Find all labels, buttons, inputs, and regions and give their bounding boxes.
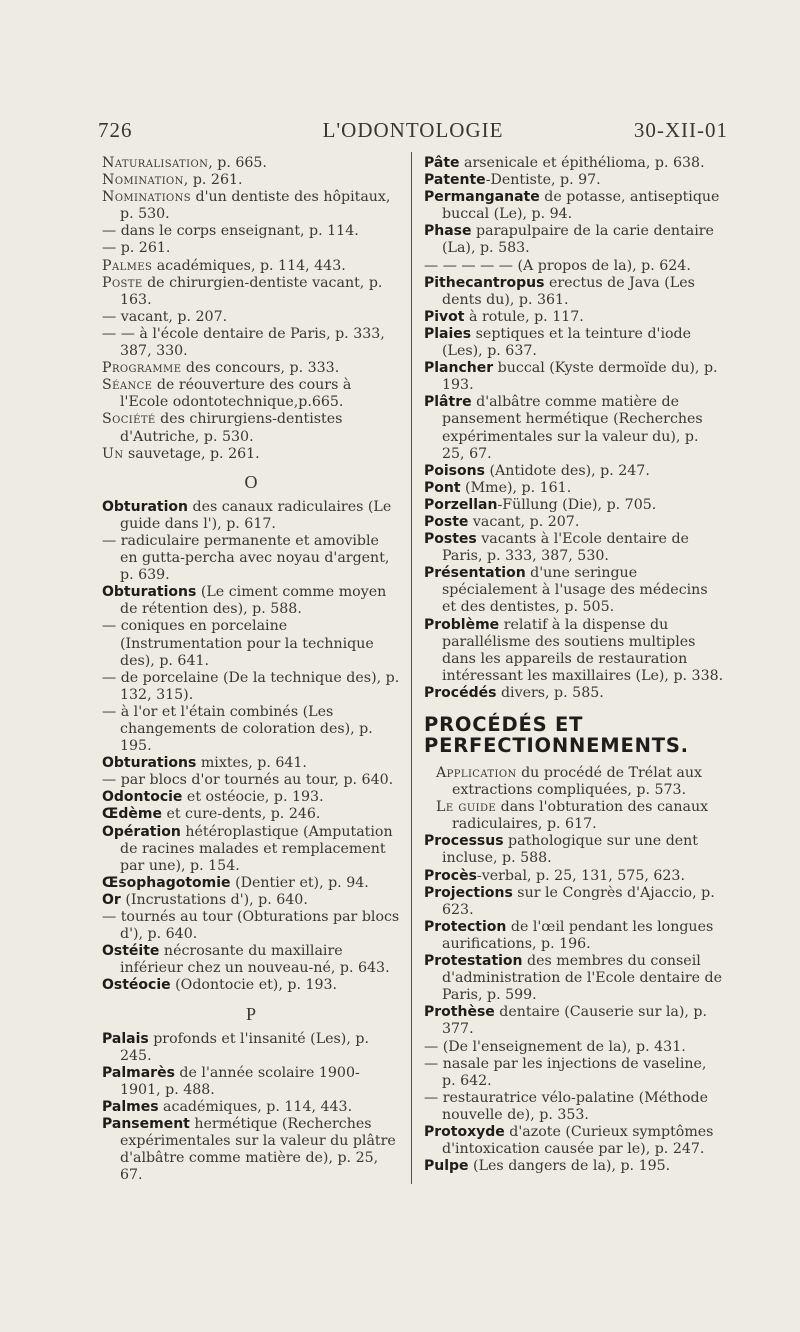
entry-keyword: Application [436,765,517,781]
entry-text: de réouverture des cours à l'Ecole odontotechnique,p.665. [120,377,352,411]
entry-text: hétéroplastique (Amputation de racines malades et remplacement par une), p. 154. [120,823,393,874]
index-entry [102,806,400,823]
entry-keyword: Pâte [424,155,460,171]
entry-text: erectus de Java (Les dents du), p. 361. [442,274,695,308]
entry-keyword: Obturation [102,498,189,515]
entry-keyword: Poisons [424,462,485,479]
entry-keyword: Permanganate [424,189,540,206]
entry-keyword: Le guide [436,799,497,816]
entry-text: — de porcelaine (De la technique des), p. 132, 315). [102,669,400,703]
index-entry [424,497,724,514]
entry-keyword: Opération [102,823,181,840]
index-entry [102,977,400,994]
entry-keyword: Pithecantropus [424,274,545,291]
entry-text: du procédé de Trélat aux extractions compliquées, p. 573. [452,765,703,799]
index-entry [102,533,400,584]
index-entry [424,565,724,616]
entry-text: (Les dangers de la), p. 195. [468,1158,671,1175]
entry-text: de l'année scolaire 1900-1901, p. 488. [120,1064,360,1098]
entry-text: des concours, p. 333. [181,360,340,377]
index-entry [424,1056,724,1090]
page-number: 726 [98,118,133,142]
index-entry [102,1116,400,1184]
entry-keyword: Œdème [102,806,162,823]
right-column [424,155,724,1175]
section-letter: P [245,1003,256,1024]
entry-text: d'un dentiste des hôpitaux, p. 530. [120,189,391,223]
entry-keyword: Procès [424,867,477,884]
entry-text: — à l'or et l'étain combinés (Les changements de coloration des), p. 195. [102,703,373,755]
entry-keyword: Porzellan [424,496,498,513]
entry-keyword: Problème [424,616,500,633]
index-entry [102,943,400,977]
index-entry [424,172,724,189]
entry-text: — radiculaire permanente et amovible en gutta-percha avec noyau d'argent, p. 639. [102,532,390,584]
entry-keyword: Projections [424,884,513,901]
entry-text: (Le ciment comme moyen de rétention des), p. 588. [120,584,387,618]
index-entry [102,377,400,411]
entry-text: de l'œil pendant les longues aurifications, p. 196. [442,918,714,952]
entry-text: divers, p. 585. [496,684,604,701]
entry-text: (Dentier et), p. 94. [230,874,369,891]
index-entry [102,670,400,704]
entry-keyword: Pivot [424,308,465,325]
entry-keyword: Plaies [424,325,472,342]
index-entry [102,309,400,326]
entry-keyword: Palais [102,1030,149,1047]
index-entry [102,584,400,618]
index-entry [424,480,724,497]
entry-text: dentaire (Causerie sur la), p. 377. [442,1004,708,1038]
entry-keyword: Poste [102,274,143,291]
index-entry [424,394,724,462]
index-entry [424,326,724,360]
index-entry [102,155,400,172]
entry-keyword: Procédés [424,684,497,701]
entry-text: — — — — — (A propos de la), p. 624. [424,257,691,274]
entry-text: — — à l'école dentaire de Paris, p. 333, 387, 330. [102,325,385,360]
entry-text: de chirurgien-dentiste vacant, p. 163. [120,274,383,308]
index-entry [424,1158,724,1175]
index-entry [424,833,724,867]
index-entry [102,875,400,892]
entry-text: profonds et l'insanité (Les), p. 245. [120,1030,369,1064]
entry-keyword: Or [102,891,121,908]
entry-keyword: Poste [424,513,469,530]
index-entry [102,1099,400,1116]
index-entry [424,531,724,565]
entry-text: et ostéocie, p. 193. [182,789,324,806]
index-entry [102,499,400,533]
entry-text: — par blocs d'or tournés au tour, p. 640. [102,772,394,789]
entry-text: de potasse, antiseptique buccal (Le), p. 94. [442,189,720,223]
index-entry [102,275,400,309]
entry-keyword: Nomination [102,172,184,189]
column-divider [411,152,412,1184]
entry-keyword: Protestation [424,953,523,970]
entry-text: — coniques en porcelaine (Instrumentation pour la technique des), p. 641. [102,618,374,669]
entry-keyword: Obturations [102,584,197,601]
entry-text: (Odontocie et), p. 193. [170,977,338,994]
entry-keyword: Palmes [102,257,153,274]
entry-keyword: Palmes [102,1098,159,1115]
index-entry [424,155,724,172]
index-entry [102,755,400,772]
entry-keyword: Pansement [102,1116,190,1133]
entry-text: hermétique (Recherches expérimentales sur la valeur du plâtre d'albâtre comme matière de), p. 25, 67. [120,1116,396,1184]
running-header [98,118,728,146]
entry-keyword: Présentation [424,565,526,582]
entry-keyword: Processus [424,833,504,850]
index-entry [424,1004,724,1038]
entry-text: septiques et la teinture d'iode (Les), p. 637. [442,325,692,360]
entry-keyword: Prothèse [424,1004,495,1021]
index-entry [424,275,724,309]
index-entry [102,892,400,909]
entry-keyword: Pulpe [424,1158,469,1175]
entry-keyword: Patente [424,172,486,189]
entry-text: , p. 665. [208,155,267,171]
index-entry [102,704,400,755]
entry-text: -Dentiste, p. 97. [485,172,601,189]
entry-text: à rotule, p. 117. [464,308,584,325]
index-entry [102,223,400,240]
entry-text: (Mme), p. 161. [460,479,572,496]
entry-text: d'albâtre comme matière de pansement hermétique (Recherches expérimentales sur la valeur du), p. 25, 67. [442,394,703,462]
entry-text: académiques, p. 114, 443. [158,1098,353,1115]
entry-keyword: Société [102,411,156,428]
index-entry [424,1124,724,1158]
entry-text: relatif à la dispense du parallélisme des soutiens multiples dans les appareils de restauration intéressant les maxillaires (Le), p. 338. [442,616,724,684]
entry-text: -Füllung (Die), p. 705. [497,496,657,513]
index-entry [102,446,400,463]
index-entry [102,1065,400,1099]
entry-text: nécrosante du maxillaire inférieur chez un nouveau-né, p. 643. [120,943,390,977]
entry-keyword: Nominations [102,189,192,206]
index-entry [424,514,724,531]
index-entry [424,309,724,326]
entry-keyword: Séance [102,377,153,394]
index-entry [424,685,724,702]
index-entry [102,411,400,445]
index-entry [424,885,724,919]
entry-text: — tournés au tour (Obturations par blocs d'), p. 640. [102,909,400,943]
entry-text: — vacant, p. 207. [102,308,228,325]
entry-keyword: Pont [424,479,461,496]
entry-text: des membres du conseil d'administration de l'Ecole dentaire de Paris, p. 599. [442,953,723,1004]
index-entry [424,1090,724,1124]
entry-keyword: Protoxyde [424,1123,505,1140]
entry-text: sauvetage, p. 261. [123,445,260,462]
index-entry [424,223,724,257]
index-entry [102,772,400,789]
section-heading: PROCÉDÉS ET PERFECTIONNEMENTS. [424,713,689,757]
entry-text: buccal (Kyste dermoïde du), p. 193. [442,360,718,394]
entry-text: et cure-dents, p. 246. [161,806,321,823]
entry-text: vacants à l'Ecole dentaire de Paris, p. 333, 387, 530. [442,531,689,565]
entry-text: (Antidote des), p. 247. [484,462,650,479]
entry-text: — (De l'enseignement de la), p. 431. [424,1038,686,1055]
index-entry [102,258,400,275]
entry-text: sur le Congrès d'Ajaccio, p. 623. [442,884,715,918]
index-entry [102,1031,400,1065]
entry-text: (Incrustations d'), p. 640. [120,891,308,908]
index-entry [424,463,724,480]
entry-keyword: Obturations [102,755,197,772]
entry-keyword: Plancher [424,360,494,377]
entry-text: d'azote (Curieux symptômes d'intoxication causée par le), p. 247. [442,1123,714,1158]
index-entry [424,258,724,275]
entry-keyword: Programme [102,360,182,377]
index-entry [424,919,724,953]
entry-text: — restauratrice vélo-palatine (Méthode nouvelle de), p. 353. [424,1089,708,1123]
entry-text: mixtes, p. 641. [196,755,307,772]
entry-text: pathologique sur une dent incluse, p. 588. [442,833,699,867]
entry-text: académiques, p. 114, 443. [152,257,346,274]
entry-keyword: Ostéite [102,943,160,960]
entry-keyword: Ostéocie [102,977,171,994]
index-entry [424,360,724,394]
index-entry [102,240,400,257]
entry-keyword: Phase [424,223,472,240]
entry-text: — dans le corps enseignant, p. 114. [102,223,359,240]
index-entry [102,909,400,943]
index-entry [102,189,400,223]
entry-text: -verbal, p. 25, 131, 575, 623. [476,867,685,884]
entry-text: d'une seringue spécialement à l'usage des médecins et des dentistes, p. 505. [442,565,708,616]
index-entry [424,617,724,685]
index-entry [102,360,400,377]
left-column [102,155,400,1184]
entry-keyword: Naturalisation [102,155,209,171]
entry-keyword: Palmarès [102,1064,175,1081]
entry-keyword: Un [102,445,124,462]
issue-date: 30-XII-01 [633,118,728,142]
index-entry [424,765,724,799]
index-entry [102,789,400,806]
entry-keyword: Postes [424,531,477,548]
entry-text: parapulpaire de la carie dentaire (La), p. 583. [442,223,714,257]
index-entry [424,1039,724,1056]
entry-text: , p. 261. [183,172,243,189]
entry-text: — p. 261. [102,240,171,257]
section-letter: O [244,471,258,492]
index-entry [424,799,724,833]
entry-text: des chirurgiens-dentistes d'Autriche, p. 530. [120,411,343,445]
entry-text: des canaux radiculaires (Le guide dans l'), p. 617. [120,498,392,532]
entry-keyword: Plâtre [424,394,472,411]
entry-text: dans l'obturation des canaux radiculaires, p. 617. [452,799,709,833]
index-entry [102,172,400,189]
index-entry [102,326,400,360]
entry-text: vacant, p. 207. [468,513,580,530]
entry-keyword: Protection [424,918,507,935]
entry-keyword: Œsophagotomie [102,874,231,891]
index-entry [424,868,724,885]
index-entry [424,189,724,223]
journal-title: L'ODONTOLOGIE [322,118,504,142]
index-entry [424,953,724,1004]
index-entry [102,618,400,669]
index-entry [102,824,400,875]
entry-text: — nasale par les injections de vaseline, p. 642. [424,1055,707,1089]
entry-keyword: Odontocie [102,789,183,806]
entry-text: arsenicale et épithélioma, p. 638. [459,155,705,171]
